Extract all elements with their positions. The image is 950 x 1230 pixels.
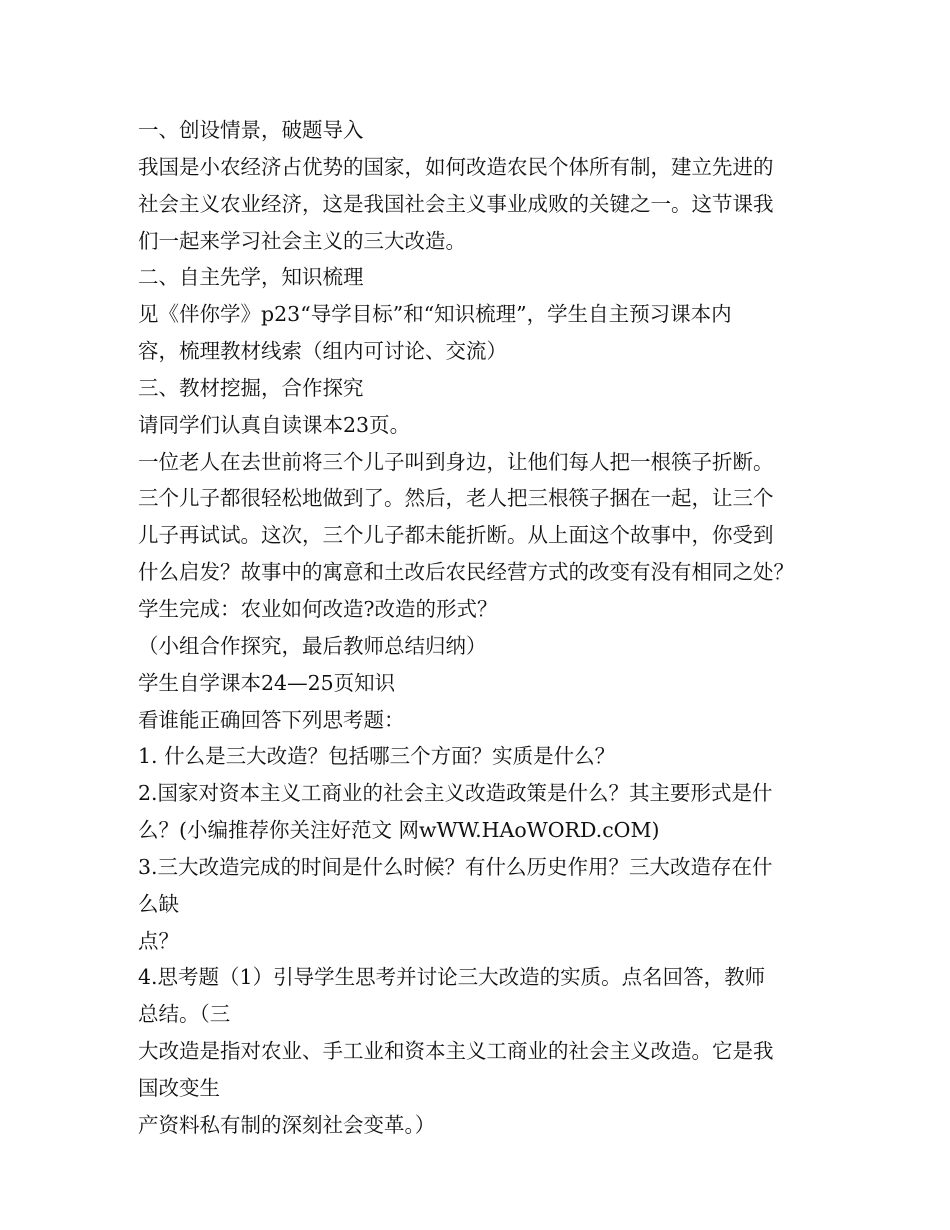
heading-section-1: 一、创设情景，破题导入 bbox=[138, 118, 364, 142]
text-line: 产资料私有制的深刻社会变革。） bbox=[138, 1112, 436, 1137]
text-line: 一位老人在去世前将三个儿子叫到身边，让他们每人把一根筷子折断。 bbox=[138, 449, 774, 474]
text-line: 学生自学课本24—25页知识 bbox=[138, 670, 396, 695]
text-line: 我国是小农经济占优势的国家，如何改造农民个体所有制，建立先进的 bbox=[138, 154, 774, 179]
text-line: 儿子再试试。这次，三个儿子都未能折断。从上面这个故事中，你受到 bbox=[138, 523, 774, 548]
text-line: 社会主义农业经济，这是我国社会主义事业成败的关键之一。这节课我 bbox=[138, 191, 774, 216]
text-line: 国改变生 bbox=[138, 1075, 220, 1100]
text-line: 三个儿子都很轻松地做到了。然后，老人把三根筷子捆在一起，让三个 bbox=[138, 486, 774, 511]
question-3: 3.三大改造完成的时间是什么时候？有什么历史作用？三大改造存在什 bbox=[138, 854, 773, 879]
text-line: 见《伴你学》p23“导学目标”和“知识梳理”，学生自主预习课本内 bbox=[138, 302, 732, 327]
text-line: 点？ bbox=[138, 928, 179, 953]
text-line: 总结。（三 bbox=[138, 1002, 231, 1027]
heading-section-2: 二、自主先学，知识梳理 bbox=[138, 265, 364, 290]
text-line: 容，梳理教材线索（组内可讨论、交流） bbox=[138, 339, 507, 364]
document-body bbox=[138, 112, 838, 1144]
question-1: 1. 什么是三大改造？包括哪三个方面？实质是什么？ bbox=[138, 744, 616, 769]
text-line: 么？(小编推荐你关注好范文 网wWW.HAoWORD.cOM) bbox=[138, 818, 660, 843]
text-line: 们一起来学习社会主义的三大改造。 bbox=[138, 228, 466, 253]
text-line: 学生完成：农业如何改造?改造的形式？ bbox=[138, 596, 498, 621]
text-line: 大改造是指对农业、手工业和资本主义工商业的社会主义改造。它是我 bbox=[138, 1039, 774, 1064]
heading-section-3: 三、教材挖掘，合作探究 bbox=[138, 375, 364, 400]
text-line: 看谁能正确回答下列思考题： bbox=[138, 707, 405, 732]
question-2: 2.国家对资本主义工商业的社会主义改造政策是什么？其主要形式是什 bbox=[138, 781, 773, 806]
text-line: 什么启发？故事中的寓意和土改后农民经营方式的改变有没有相同之处？ bbox=[138, 560, 794, 585]
text-line: 么缺 bbox=[138, 891, 179, 916]
text-line: 请同学们认真自读课本23页。 bbox=[138, 412, 411, 437]
text-line: （小组合作探究，最后教师总结归纳） bbox=[138, 633, 487, 658]
question-4: 4.思考题（1）引导学生思考并讨论三大改造的实质。点名回答，教师 bbox=[138, 965, 766, 990]
